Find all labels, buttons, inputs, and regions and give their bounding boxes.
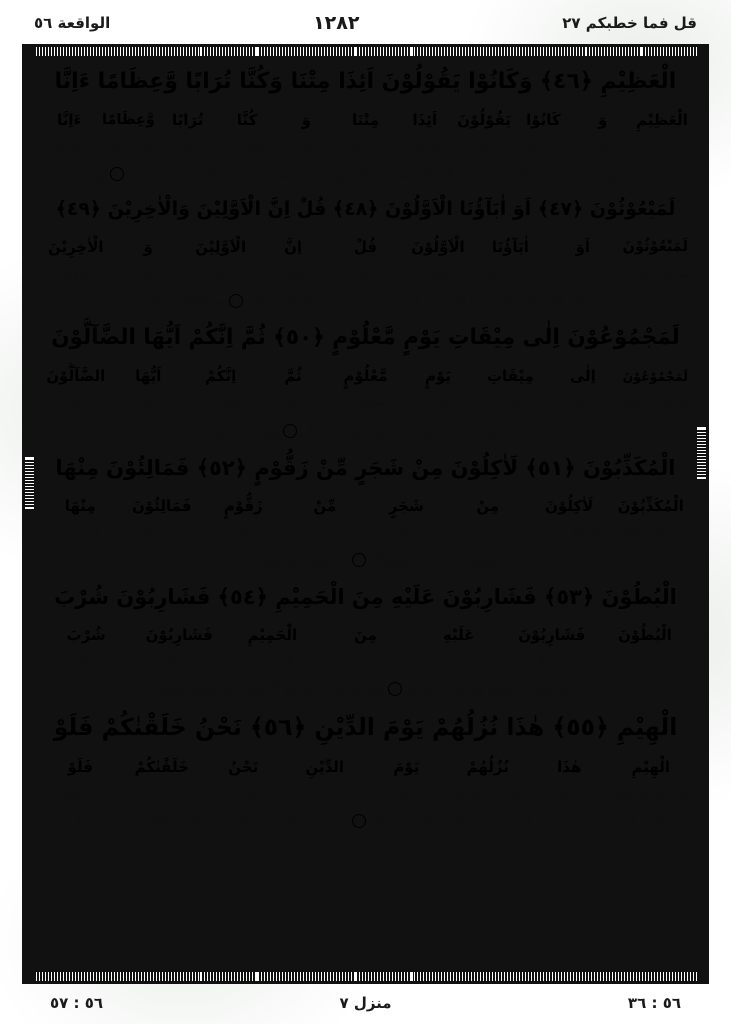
translation-tail: پھر تم اے جھٹلانے والے (167, 422, 279, 438)
verse-number-badge: ٥٦ (354, 815, 365, 827)
translation-main: اور کیا ہمارے باپ دادا کو بھی؟ کہہ دو کہ بے شک پہلے اور پچھلے (247, 292, 585, 308)
arabic-word-cell: يَقُوْلُوْنَ (454, 106, 513, 134)
urdu-word-cell: ہوں گے (217, 134, 276, 158)
urdu-word-cell: سے (319, 649, 412, 673)
urdu-word-cell: اور (573, 134, 632, 158)
urdu-word-cell: کہہ (329, 261, 401, 285)
urdu-word-cell: پس کیوں (40, 781, 122, 805)
arabic-word-cell: خَلَقْنٰكُمْ (121, 753, 203, 781)
ayah-arabic-line: الْعَظِيْمِ ﴿٤٦﴾ وَكَانُوْا يَقُوْلُوْنَ اَئِذَا مِتْنَا وَكُنَّا تُرَابًا وَّعِظَامًا ءَاِنَّا (39, 61, 692, 106)
arabic-word-cell: وَّعِظَامًا (99, 106, 158, 134)
translation-tail-pre: پیاسے اُونٹ پیتے ہیں (562, 813, 668, 829)
frame-ornament-top-left (200, 47, 258, 56)
header-surah-label: الواقعة ٥٦ (34, 14, 111, 32)
page-number: ۱۲۸۲ (313, 12, 360, 34)
arabic-word-row (40, 753, 692, 781)
urdu-word-cell: پہلے (402, 261, 474, 285)
arabic-word-cell: الْعَظِيْمِ (632, 106, 691, 134)
urdu-word-cell: طرف (547, 391, 619, 415)
arabic-word-cell: الْبُطُوْنَ (598, 621, 691, 649)
arabic-word-cell: لَمَجْمُوْعُوْنَ (619, 363, 691, 391)
urdu-word-cell: پیٹوں کو (598, 649, 691, 673)
urdu-word-cell: پیدا کیا ہے تم کو (121, 781, 203, 805)
translation-tail: ہم نے تم کو (پہلی بار بھی تو) پیدا کیا ہے تو تم (دوبارہ (63, 813, 349, 829)
urdu-word-cell: مہمانی ان کی (447, 781, 529, 805)
verse-number-badge: ٤٨ (231, 294, 242, 306)
arabic-word-cell: الْاٰخِرِيْنَ (40, 233, 113, 261)
arabic-word-cell: نُزُلُهُمْ (447, 753, 529, 781)
word-by-word-table (39, 621, 692, 673)
verse-group (39, 318, 692, 448)
urdu-word-cell: گمراہو (40, 391, 113, 415)
footer-manzil-label: منزل ۷ (339, 994, 392, 1012)
arabic-word-cell: مِيْقَاتِ (474, 363, 546, 391)
urdu-word-cell: ایک دن (402, 391, 474, 415)
page-border-frame (22, 44, 709, 984)
urdu-word-cell: جھٹلانے والو (610, 520, 692, 544)
running-header (34, 8, 697, 38)
arabic-word-cell: اٰبَآؤُنَا (474, 233, 546, 261)
frame-ornament-bottom-center (355, 972, 413, 981)
urdu-word-cell: سے (447, 520, 529, 544)
urdu-word-cell: بیشک تم (184, 391, 256, 415)
urdu-word-cell: پس بھرنے والے ہو (121, 520, 203, 544)
word-by-word-table (39, 106, 692, 158)
frame-ornament-top-right (585, 47, 643, 56)
urdu-word-cell: پینا (40, 649, 133, 673)
arabic-word-cell: يَوْمٍ (402, 363, 474, 391)
urdu-word-row (40, 520, 692, 544)
verse-number-badge: ٤٦ (112, 168, 123, 180)
urdu-word-row (40, 781, 692, 805)
arabic-word-cell: فَشَارِبُوْنَ (133, 621, 226, 649)
arabic-word-cell: اَوَ (547, 233, 619, 261)
translation-tail: پھر اٹھنا ہو گا؟ (146, 292, 226, 308)
verse-group (39, 61, 692, 191)
translation-main: (سب) ایک روز مقرر کے وقت پر جمع کیے جائیں گے (300, 422, 564, 438)
arabic-word-cell: مِنَ (319, 621, 412, 649)
arabic-word-cell: اِنَّ (257, 233, 329, 261)
urdu-word-cell: ہم نے (203, 781, 285, 805)
arabic-word-cell: شَجَرٍ (366, 492, 448, 520)
translation-main: اور کہا کرتے تھے کہ بھلا جب ہم مر گئے اور مٹی ہو گئے اور ہڈیاں (ہی ہڈیاں رہ گئے ) تو کیا ہمیں (128, 166, 642, 182)
arabic-word-cell: الضَّآلُّوْنَ (40, 363, 113, 391)
arabic-word-cell: فَمَالِئُوْنَ (121, 492, 203, 520)
urdu-word-row (40, 391, 692, 415)
urdu-word-row (40, 261, 692, 285)
urdu-translation-line (39, 158, 692, 190)
arabic-word-cell: اِلٰى (547, 363, 619, 391)
urdu-word-cell: پھر پینے والے ہو (133, 649, 226, 673)
arabic-word-cell: الْحَمِيْمِ (226, 621, 319, 649)
urdu-word-cell: درخت (366, 520, 448, 544)
urdu-word-cell: کیا ہم (40, 134, 99, 158)
arabic-word-cell: ثُمَّ (257, 363, 329, 391)
word-by-word-table (39, 233, 692, 285)
urdu-word-cell: پھر پینے والے ہو (505, 649, 598, 673)
urdu-word-row (40, 649, 692, 673)
frame-ornament-left-mid (25, 457, 34, 509)
frame-band-right (697, 47, 706, 981)
translation-main: اور اس پر کھولتا ہوا پانی پیو گے (406, 680, 574, 696)
arabic-word-cell: مِتْنَا (336, 106, 395, 134)
arabic-word-cell: مِنْهَا (40, 492, 122, 520)
urdu-word-cell: دن (366, 781, 448, 805)
arabic-word-cell: مِنْ (447, 492, 529, 520)
verse-content-area (38, 60, 693, 968)
running-footer (50, 990, 681, 1016)
arabic-word-cell: تُرَابًا (158, 106, 217, 134)
inner-frame (34, 56, 697, 972)
urdu-word-cell: بڑے (632, 134, 691, 158)
urdu-word-cell: کہتے (454, 134, 513, 158)
arabic-word-cell: لَاٰكِلُوْنَ (529, 492, 611, 520)
urdu-word-cell: سے (284, 520, 366, 544)
translation-tail: گمراہو! اور اسی سے (235, 551, 348, 567)
ayah-arabic-line: الْمُكَذِّبُوْنَ ﴿٥١﴾ لَاٰكِلُوْنَ مِنْ شَجَرٍ مِّنْ زَقُّوْمٍ ﴿٥٢﴾ فَمَالِئُوْنَ مِنْهَا (39, 448, 692, 492)
arabic-word-cell: الدِّيْنِ (284, 753, 366, 781)
frame-ornament-right-mid (697, 427, 706, 479)
ayah-arabic-line: لَمَبْعُوْثُوْنَ ﴿٤٧﴾ اَوَ اٰبَآؤُنَا الْاَوَّلُوْنَ ﴿٤٨﴾ قُلْ اِنَّ الْاَوَّلِيْنَ وَالْاٰخِرِيْنَ ﴿٤٩﴾ (39, 191, 692, 232)
urdu-word-cell: اے (112, 391, 184, 415)
arabic-word-cell: ءَاِنَّا (40, 106, 99, 134)
arabic-word-cell: نَحْنُ (203, 753, 285, 781)
urdu-word-cell: باپ ہمارے (474, 261, 546, 285)
urdu-translation-line (39, 544, 692, 576)
urdu-translation-line (39, 285, 692, 317)
urdu-word-cell: جزا کے (284, 781, 366, 805)
arabic-word-cell: مَّعْلُوْمٍ (329, 363, 401, 391)
urdu-word-cell: معلوم کے (329, 391, 401, 415)
urdu-word-cell: اس سے (40, 520, 122, 544)
arabic-word-cell: الْاَوَّلُوْنَ (402, 233, 474, 261)
arabic-word-cell: الْهِيْمِ (610, 753, 692, 781)
urdu-word-cell: پھر (257, 391, 329, 415)
arabic-word-cell: قُلْ (329, 233, 401, 261)
arabic-word-row (40, 363, 692, 391)
urdu-word-cell: ہم مر جائینگے (336, 134, 395, 158)
ayah-arabic-line: لَمَجْمُوْعُوْنَ اِلٰى مِيْقَاتِ يَوْمٍ مَّعْلُوْمٍ ﴿٥٠﴾ ثُمَّ اِنَّكُمْ اَيُّهَا الضَّآلُّوْنَ (39, 318, 692, 363)
arabic-word-cell: هٰذَا (529, 753, 611, 781)
urdu-word-cell: گرم پانی (226, 649, 319, 673)
arabic-word-cell: الْاَوَّلِيْنَ (184, 233, 256, 261)
arabic-word-row (40, 621, 692, 649)
urdu-word-cell: پھر اٹھائے جائیں گے (619, 261, 691, 285)
urdu-word-cell: بیشک (257, 261, 329, 285)
urdu-word-cell: البتہ اکٹھے کیے جائینگے (619, 391, 691, 415)
urdu-word-cell: اور (112, 261, 184, 285)
arabic-word-cell: الْمُكَذِّبُوْنَ (610, 492, 692, 520)
urdu-word-cell: اور (277, 134, 336, 158)
frame-ornament-bottom-left (200, 972, 258, 981)
urdu-translation-line (39, 805, 692, 837)
urdu-word-cell: یا (547, 261, 619, 285)
urdu-translation-line (39, 415, 692, 447)
verse-number-badge: ٥٢ (353, 553, 364, 565)
urdu-word-cell: پیاسے اونٹوں جیسا (610, 781, 692, 805)
arabic-word-cell: وَ (277, 106, 336, 134)
urdu-word-cell: منی (158, 134, 217, 158)
arabic-word-cell: اِنَّكُمْ (184, 363, 256, 391)
verse-group (39, 706, 692, 837)
urdu-word-cell: کیا جب (395, 134, 454, 158)
urdu-word-cell: یہ ہے (529, 781, 611, 805)
word-by-word-table (39, 492, 692, 544)
arabic-word-cell: فَلَوْ (40, 753, 122, 781)
frame-ornament-top-center (355, 47, 413, 56)
urdu-translation-line (39, 673, 692, 705)
urdu-word-cell: وقت (474, 391, 546, 415)
urdu-word-cell: تھے وہ (514, 134, 573, 158)
translation-main: جزا کے دن یہ اُن کی ضیافت ہو گی (370, 813, 555, 829)
header-para-label: قل فما خطبکم ۲۷ (562, 14, 697, 32)
arabic-word-cell: وَ (112, 233, 184, 261)
arabic-word-cell: مِّنْ (284, 492, 366, 520)
footer-ref-left: ٥٦ : ٥٧ (50, 994, 104, 1012)
word-by-word-table (39, 363, 692, 415)
arabic-word-cell: زَقُّوْمٍ (203, 492, 285, 520)
verse-number-badge: ٥٠ (284, 424, 295, 436)
urdu-word-cell: پہلے (184, 261, 256, 285)
arabic-word-cell: شُرْبَ (40, 621, 133, 649)
arabic-word-cell: فَشَارِبُوْنَ (505, 621, 598, 649)
arabic-word-cell: لَمَبْعُوْثُوْنَ (619, 233, 691, 261)
footer-ref-right: ٥٦ : ٣٦ (627, 994, 681, 1012)
arabic-word-cell: كُنَّا (217, 106, 276, 134)
frame-band-left (25, 47, 34, 981)
verse-group (39, 191, 692, 317)
arabic-word-cell: يَوْمَ (366, 753, 448, 781)
urdu-word-cell: تھوہڑ کے (203, 520, 285, 544)
arabic-word-row (40, 106, 692, 134)
translation-main: تھوہر کے درخت کھاؤ گے (369, 551, 496, 567)
arabic-word-row (40, 233, 692, 261)
arabic-word-cell: اَئِذَا (395, 106, 454, 134)
urdu-word-cell: البتہ کھانے والے ہو (529, 520, 611, 544)
word-by-word-table (39, 753, 692, 805)
verse-group (39, 577, 692, 706)
urdu-word-cell: پچھلے (40, 261, 113, 285)
ayah-arabic-line: الْبُطُوْنَ ﴿٥٣﴾ فَشَارِبُوْنَ عَلَيْهِ مِنَ الْحَمِيْمِ ﴿٥٤﴾ فَشَارِبُوْنَ شُرْبَ (39, 577, 692, 621)
urdu-word-cell: اور اس کے (412, 649, 505, 673)
ayah-arabic-line: الْهِيْمِ ﴿٥٥﴾ هٰذَا نُزُلُهُمْ يَوْمَ الدِّيْنِ ﴿٥٦﴾ نَحْنُ خَلَقْنٰكُمْ فَلَوْ (39, 706, 692, 753)
verse-group (39, 448, 692, 577)
verse-number-badge: ٥٤ (389, 682, 401, 694)
urdu-word-cell: اور ہڈیاں (99, 134, 158, 158)
translation-tail: تھے (89, 166, 107, 182)
arabic-word-cell: اَيُّهَا (112, 363, 184, 391)
arabic-word-cell: عَلَيْهِ (412, 621, 505, 649)
urdu-word-row (40, 134, 692, 158)
arabic-word-cell: كَانُوْا (514, 106, 573, 134)
arabic-word-cell: وَ (573, 106, 632, 134)
translation-tail: پیٹ بھرو گے اور پیو گے بھی اس طرح جیسے (157, 680, 385, 696)
arabic-word-row (40, 492, 692, 520)
